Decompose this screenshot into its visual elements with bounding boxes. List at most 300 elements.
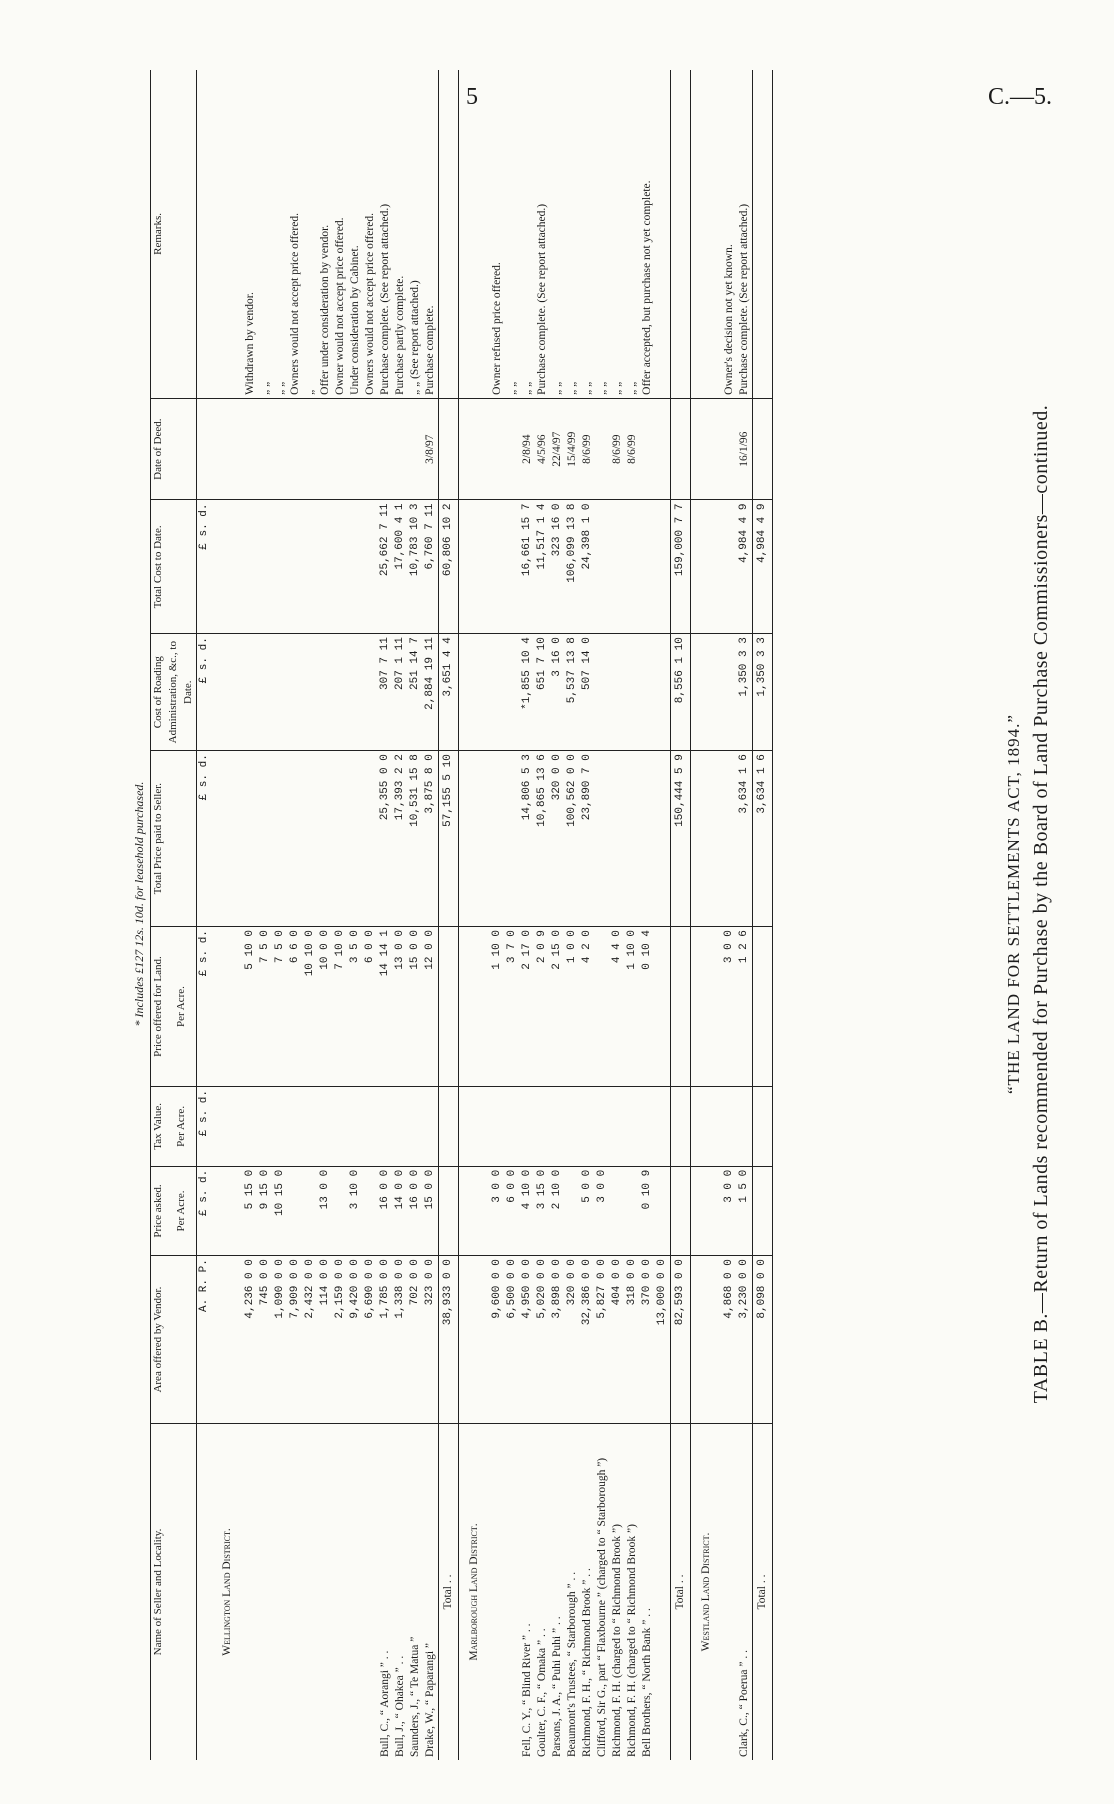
cell-deed: 4/5/96	[535, 398, 550, 500]
cell-total-cost: 24,398 1 0	[580, 500, 595, 634]
cell-asked: 10 15 0	[273, 1166, 288, 1255]
cell-offered: 0 10 4	[640, 927, 655, 1087]
unit-money: £ s. d.	[197, 1166, 213, 1255]
cell-deed: 8/6/99	[610, 398, 625, 500]
seller-name	[655, 1424, 671, 1761]
unit-money: £ s. d.	[197, 500, 213, 634]
cell-roading	[505, 634, 520, 751]
cell-deed	[655, 398, 671, 500]
seller-name: Beaumont's Trustees, “ Starborough ” . .	[566, 1571, 578, 1757]
cell-area: 404 0 0	[610, 1256, 625, 1424]
cell-asked: 15 0 0	[423, 1166, 439, 1255]
seller-name: Drake, W., “ Paparangi ”	[424, 1642, 436, 1757]
cell-remarks: „ „	[610, 70, 625, 398]
cell-offered: 2 15 0	[550, 927, 565, 1087]
cell-roading	[348, 634, 363, 751]
cell-area: 4,236 0 0	[243, 1256, 258, 1424]
cell-area: 6,500 0 0	[505, 1256, 520, 1424]
col-header-remarks: Remarks.	[151, 70, 197, 398]
col-header-price-asked: Price asked.	[151, 1166, 174, 1255]
cell-total-price	[490, 751, 505, 927]
cell-roading: 651 7 10	[535, 634, 550, 751]
cell-asked: 3 0 0	[722, 1166, 737, 1255]
seller-name: Richmond, F. H. (charged to “ Richmond Brook ”)	[626, 1524, 638, 1757]
cell-roading: 3 16 0	[550, 634, 565, 751]
cell-offered: 15 0 0	[408, 927, 423, 1087]
cell-total-price	[722, 751, 737, 927]
table-row	[505, 70, 520, 1760]
seller-name: Clifford, Sir G., part “ Flaxbourne ” (charged to “ Starborough ”)	[596, 1457, 608, 1757]
cell-remarks: „ „	[550, 70, 565, 398]
cell-total-price: 10,531 15 8	[408, 751, 423, 927]
cell-total-price: 10,865 13 6	[535, 751, 550, 927]
cell-tax	[243, 1086, 258, 1166]
seller-name: Parsons, J. A., “ Puhi Puhi ” . .	[551, 1616, 563, 1757]
seller-name: Bull, J., “ Ohakea ” . .	[394, 1655, 406, 1757]
cell-roading	[258, 634, 273, 751]
cell-roading: 307 7 11	[378, 634, 393, 751]
cell-area: 6,690 0 0	[363, 1256, 378, 1424]
cell-offered	[595, 927, 610, 1087]
cell-tax	[258, 1086, 273, 1166]
cell-total-price	[655, 751, 671, 927]
cell-tax	[348, 1086, 363, 1166]
cell-asked: 4 10 0	[520, 1166, 535, 1255]
table-row	[625, 70, 640, 1760]
cell-total-cost: 17,600 4 1	[393, 500, 408, 634]
seller-name	[490, 1424, 505, 1761]
total-row	[439, 70, 459, 1760]
cell-deed	[640, 398, 655, 500]
cell-roading	[490, 634, 505, 751]
district-heading-row	[691, 70, 723, 1760]
cell-total-cost: 323 16 0	[550, 500, 565, 634]
cell-offered: 6 0 0	[363, 927, 378, 1087]
cell-total-cost	[363, 500, 378, 634]
cell-asked: 9 15 0	[258, 1166, 273, 1255]
cell-offered: 13 0 0	[393, 927, 408, 1087]
cell-area: 5,827 0 0	[595, 1256, 610, 1424]
cell-tax	[505, 1086, 520, 1166]
table-row	[535, 70, 550, 1760]
cell-deed	[722, 398, 737, 500]
cell-total-cost	[505, 500, 520, 634]
cell-offered: 7 10 0	[333, 927, 348, 1087]
cell-roading	[303, 634, 318, 751]
cell-deed	[348, 398, 363, 500]
cell-total-cost	[273, 500, 288, 634]
table-row	[423, 70, 439, 1760]
cell-total-cost: 6,760 7 11	[423, 500, 439, 634]
district-heading-row	[212, 70, 243, 1760]
cell-area: 9,600 0 0	[490, 1256, 505, 1424]
cell-remarks: Purchase complete. (See report attached.)	[737, 70, 753, 398]
cell-offered: 4 4 0	[610, 927, 625, 1087]
table-row	[565, 70, 580, 1760]
cell-offered: 1 0 0	[565, 927, 580, 1087]
cell-remarks: „ „	[625, 70, 640, 398]
cell-tax	[550, 1086, 565, 1166]
cell-total-cost: 11,517 1 4	[535, 500, 550, 634]
cell-deed: 15/4/99	[565, 398, 580, 500]
cell-total-price: 17,393 2 2	[393, 751, 408, 927]
cell-area: 114 0 0	[318, 1256, 333, 1424]
cell-tax	[378, 1086, 393, 1166]
cell-total-cost	[640, 500, 655, 634]
cell-deed: 22/4/97	[550, 398, 565, 500]
seller-name	[333, 1424, 348, 1761]
cell-remarks: Owners would not accept price offered.	[363, 70, 378, 398]
cell-roading	[273, 634, 288, 751]
cell-offered	[655, 927, 671, 1087]
cell-total-cost	[348, 500, 363, 634]
cell-tax	[273, 1086, 288, 1166]
cell-tax	[565, 1086, 580, 1166]
col-header-tax-value: Tax Value.	[151, 1086, 174, 1166]
seller-name: Bell Brothers, “ North Bank ” . .	[641, 1608, 653, 1757]
cell-area: 702 0 0	[408, 1256, 423, 1424]
cell-remarks: „ „	[580, 70, 595, 398]
col-header-date-deed: Date of Deed.	[151, 398, 197, 500]
cell-asked: 16 0 0	[408, 1166, 423, 1255]
cell-offered: 7 5 0	[273, 927, 288, 1087]
cell-offered: 7 5 0	[258, 927, 273, 1087]
seller-name	[273, 1424, 288, 1761]
page-number: 5	[466, 84, 478, 110]
table-row	[393, 70, 408, 1760]
cell-roading	[722, 634, 737, 751]
cell-deed: 3/8/97	[423, 398, 439, 500]
total-row	[671, 70, 691, 1760]
seller-name: Fell, C. Y., “ Blind River ” . .	[521, 1623, 533, 1757]
cell-total-cost	[655, 500, 671, 634]
cell-area: 3,230 0 0	[737, 1256, 753, 1424]
district-heading-row	[459, 70, 491, 1760]
cell-remarks: Offer accepted, but purchase not yet complete.	[640, 70, 655, 398]
cell-tax	[625, 1086, 640, 1166]
cell-asked	[333, 1166, 348, 1255]
cell-total-price	[595, 751, 610, 927]
cell-deed	[258, 398, 273, 500]
cell-total-price: 23,890 7 0	[580, 751, 595, 927]
cell-deed: 2/8/94	[520, 398, 535, 500]
cell-total-cost: 106,099 13 8	[565, 500, 580, 634]
cell-remarks: „ „	[273, 70, 288, 398]
cell-offered: 3 7 0	[505, 927, 520, 1087]
table-body	[212, 70, 773, 1760]
seller-name	[318, 1424, 333, 1761]
cell-area: 1,785 0 0	[378, 1256, 393, 1424]
table-row	[378, 70, 393, 1760]
table-row	[273, 70, 288, 1760]
cell-total-price	[333, 751, 348, 927]
table-row	[580, 70, 595, 1760]
cell-roading	[610, 634, 625, 751]
cell-area: 1,090 0 0	[273, 1256, 288, 1424]
cell-total-price	[610, 751, 625, 927]
cell-remarks: „ „ (See report attached.)	[408, 70, 423, 398]
cell-tax	[580, 1086, 595, 1166]
cell-deed	[273, 398, 288, 500]
seller-name	[363, 1424, 378, 1761]
district-heading: Marlborough Land District.	[468, 1523, 480, 1661]
cell-tax	[393, 1086, 408, 1166]
cell-tax	[520, 1086, 535, 1166]
total-price-sum: 3,634 1 6	[753, 751, 773, 927]
seller-name	[505, 1424, 520, 1761]
cell-asked: 14 0 0	[393, 1166, 408, 1255]
cell-total-cost	[722, 500, 737, 634]
cell-total-cost: 25,662 7 11	[378, 500, 393, 634]
cell-asked	[288, 1166, 303, 1255]
cell-deed	[490, 398, 505, 500]
cell-total-cost	[288, 500, 303, 634]
seller-name	[258, 1424, 273, 1761]
total-roading-sum: 3,651 4 4	[439, 634, 459, 751]
cell-offered: 1 2 6	[737, 927, 753, 1087]
cell-total-cost	[303, 500, 318, 634]
cell-area: 5,020 0 0	[535, 1256, 550, 1424]
cell-asked: 2 10 0	[550, 1166, 565, 1255]
seller-name	[243, 1424, 258, 1761]
unit-money: £ s. d.	[197, 751, 213, 927]
cell-tax	[303, 1086, 318, 1166]
cell-area: 7,909 0 0	[288, 1256, 303, 1424]
cell-offered: 3 5 0	[348, 927, 363, 1087]
cell-roading	[640, 634, 655, 751]
total-label: Total . .	[439, 1424, 459, 1761]
cell-remarks: „ „	[258, 70, 273, 398]
cell-roading: 1,350 3 3	[737, 634, 753, 751]
cell-remarks: Owner refused price offered.	[490, 70, 505, 398]
cell-total-cost	[625, 500, 640, 634]
cell-remarks: Under consideration by Cabinet.	[348, 70, 363, 398]
subheader-per-acre: Per Acre.	[174, 927, 197, 1087]
cell-asked: 16 0 0	[378, 1166, 393, 1255]
district-heading: Westland Land District.	[700, 1532, 712, 1652]
cell-total-price	[243, 751, 258, 927]
seller-name: Clark, C., “ Poerua ” . .	[738, 1650, 750, 1757]
cell-area: 2,159 0 0	[333, 1256, 348, 1424]
cell-area: 2,432 0 0	[303, 1256, 318, 1424]
cell-total-price	[273, 751, 288, 927]
seller-name	[288, 1424, 303, 1761]
cell-offered: 1 10 0	[490, 927, 505, 1087]
cell-tax	[363, 1086, 378, 1166]
cell-total-price: 320 0 0	[550, 751, 565, 927]
cell-offered: 2 0 9	[535, 927, 550, 1087]
cell-area: 745 0 0	[258, 1256, 273, 1424]
cell-roading	[318, 634, 333, 751]
cell-total-cost: 10,783 10 3	[408, 500, 423, 634]
col-header-area: Area offered by Vendor.	[151, 1256, 197, 1424]
cell-remarks: Purchase complete.	[423, 70, 439, 398]
table-row	[408, 70, 423, 1760]
cell-total-price	[348, 751, 363, 927]
cell-total-price: 14,806 5 3	[520, 751, 535, 927]
table-row	[318, 70, 333, 1760]
cell-total-cost	[595, 500, 610, 634]
cell-area: 3,898 0 0	[550, 1256, 565, 1424]
cell-remarks: Owner's decision not yet known.	[722, 70, 737, 398]
cell-deed: 8/6/99	[580, 398, 595, 500]
cell-tax	[737, 1086, 753, 1166]
table-row	[303, 70, 318, 1760]
seller-name	[348, 1424, 363, 1761]
col-header-total-price: Total Price paid to Seller.	[151, 751, 197, 927]
table-row	[363, 70, 378, 1760]
cell-total-cost	[243, 500, 258, 634]
cell-area: 9,420 0 0	[348, 1256, 363, 1424]
cell-roading: 507 14 0	[580, 634, 595, 751]
cell-asked	[625, 1166, 640, 1255]
cell-roading	[333, 634, 348, 751]
cell-remarks: „	[303, 70, 318, 398]
seller-name: Richmond, F. H. (charged to “ Richmond Brook ”)	[611, 1524, 623, 1757]
cell-tax	[408, 1086, 423, 1166]
cell-total-price: 25,355 0 0	[378, 751, 393, 927]
cell-remarks: „ „	[520, 70, 535, 398]
unit-money: £ s. d.	[197, 927, 213, 1087]
table-row	[737, 70, 753, 1760]
cell-area: 13,000 0 0	[655, 1256, 671, 1424]
cell-total-cost: 16,661 15 7	[520, 500, 535, 634]
cell-area: 4,868 0 0	[722, 1256, 737, 1424]
cell-roading: 2,884 19 11	[423, 634, 439, 751]
cell-total-cost	[490, 500, 505, 634]
cell-area: 4,950 0 0	[520, 1256, 535, 1424]
cell-tax	[722, 1086, 737, 1166]
cell-offered: 14 14 1	[378, 927, 393, 1087]
cell-total-price	[288, 751, 303, 927]
seller-name	[303, 1424, 318, 1761]
cell-asked: 3 0 0	[595, 1166, 610, 1255]
cell-total-price	[318, 751, 333, 927]
seller-name: Bull, C., “ Aorangi ” . .	[379, 1650, 391, 1757]
cell-asked: 3 0 0	[490, 1166, 505, 1255]
cell-roading: 207 1 11	[393, 634, 408, 751]
page-reference: C.—5.	[988, 84, 1053, 110]
cell-asked: 3 15 0	[535, 1166, 550, 1255]
total-label: Total . .	[671, 1424, 691, 1761]
table-row	[520, 70, 535, 1760]
cell-total-price: 3,875 8 0	[423, 751, 439, 927]
table-row	[258, 70, 273, 1760]
cell-roading	[655, 634, 671, 751]
cell-roading: *1,855 10 4	[520, 634, 535, 751]
table-row	[655, 70, 671, 1760]
cell-remarks: „ „	[595, 70, 610, 398]
cell-area: 370 0 0	[640, 1256, 655, 1424]
total-price-sum: 150,444 5 9	[671, 751, 691, 927]
cell-deed	[393, 398, 408, 500]
table-row	[610, 70, 625, 1760]
cell-remarks: Owner would not accept price offered.	[333, 70, 348, 398]
cell-total-price	[258, 751, 273, 927]
table-row	[490, 70, 505, 1760]
cell-asked: 0 10 9	[640, 1166, 655, 1255]
cell-tax	[655, 1086, 671, 1166]
cell-asked: 5 15 0	[243, 1166, 258, 1255]
table-row	[550, 70, 565, 1760]
cell-offered: 12 0 0	[423, 927, 439, 1087]
unit-money: £ s. d.	[197, 1086, 213, 1166]
total-area: 8,098 0 0	[753, 1256, 773, 1424]
cell-total-price	[363, 751, 378, 927]
total-roading-sum: 8,556 1 10	[671, 634, 691, 751]
cell-total-price	[640, 751, 655, 927]
total-area: 82,593 0 0	[671, 1256, 691, 1424]
table-row	[333, 70, 348, 1760]
cell-offered: 3 0 0	[722, 927, 737, 1087]
total-cost-sum: 60,806 10 2	[439, 500, 459, 634]
cell-roading: 5,537 13 8	[565, 634, 580, 751]
cell-remarks: „ „	[505, 70, 520, 398]
cell-tax	[333, 1086, 348, 1166]
total-price-sum: 57,155 5 10	[439, 751, 459, 927]
cell-deed	[505, 398, 520, 500]
cell-tax	[490, 1086, 505, 1166]
total-label: Total . .	[753, 1424, 773, 1761]
cell-total-cost	[610, 500, 625, 634]
cell-asked: 5 0 0	[580, 1166, 595, 1255]
cell-remarks	[655, 70, 671, 398]
cell-roading	[363, 634, 378, 751]
table-row	[288, 70, 303, 1760]
cell-remarks: „ „	[565, 70, 580, 398]
cell-tax	[640, 1086, 655, 1166]
cell-remarks: Withdrawn by vendor.	[243, 70, 258, 398]
cell-remarks: Owners would not accept price offered.	[288, 70, 303, 398]
unit-area: A. R. P.	[197, 1256, 213, 1424]
col-header-total-cost: Total Cost to Date.	[151, 500, 197, 634]
cell-deed	[378, 398, 393, 500]
cell-deed	[333, 398, 348, 500]
rotated-table-page	[0, 4, 1110, 1804]
col-header-name: Name of Seller and Locality.	[152, 1528, 164, 1656]
cell-deed	[595, 398, 610, 500]
cell-tax	[318, 1086, 333, 1166]
total-row	[753, 70, 773, 1760]
cell-tax	[423, 1086, 439, 1166]
cell-offered: 5 10 0	[243, 927, 258, 1087]
table-row	[243, 70, 258, 1760]
cell-deed	[288, 398, 303, 500]
cell-total-price: 100,562 0 0	[565, 751, 580, 927]
cell-deed: 16/1/96	[737, 398, 753, 500]
cell-asked: 6 0 0	[505, 1166, 520, 1255]
total-area: 38,933 0 0	[439, 1256, 459, 1424]
table-row	[348, 70, 363, 1760]
table-row	[722, 70, 737, 1760]
cell-total-price	[505, 751, 520, 927]
cell-asked	[655, 1166, 671, 1255]
cell-remarks: Purchase partly complete.	[393, 70, 408, 398]
cell-remarks: Purchase complete. (See report attached.)	[378, 70, 393, 398]
district-heading: Wellington Land District.	[221, 1528, 233, 1656]
seller-name: Saunders, J., “ Te Matua ”	[409, 1636, 421, 1757]
cell-roading	[595, 634, 610, 751]
cell-offered: 2 17 0	[520, 927, 535, 1087]
col-header-cost-roading: Cost of Roading Administration, &c., to Date.	[151, 634, 197, 751]
table-row	[640, 70, 655, 1760]
cell-total-cost	[318, 500, 333, 634]
cell-area: 323 0 0	[423, 1256, 439, 1424]
table-title: TABLE B.—Return of Lands recommended for Purchase by the Board of Land Purchase Commissioners—continued.	[1030, 404, 1052, 1404]
cell-tax	[535, 1086, 550, 1166]
cell-offered: 4 2 0	[580, 927, 595, 1087]
cell-asked	[565, 1166, 580, 1255]
